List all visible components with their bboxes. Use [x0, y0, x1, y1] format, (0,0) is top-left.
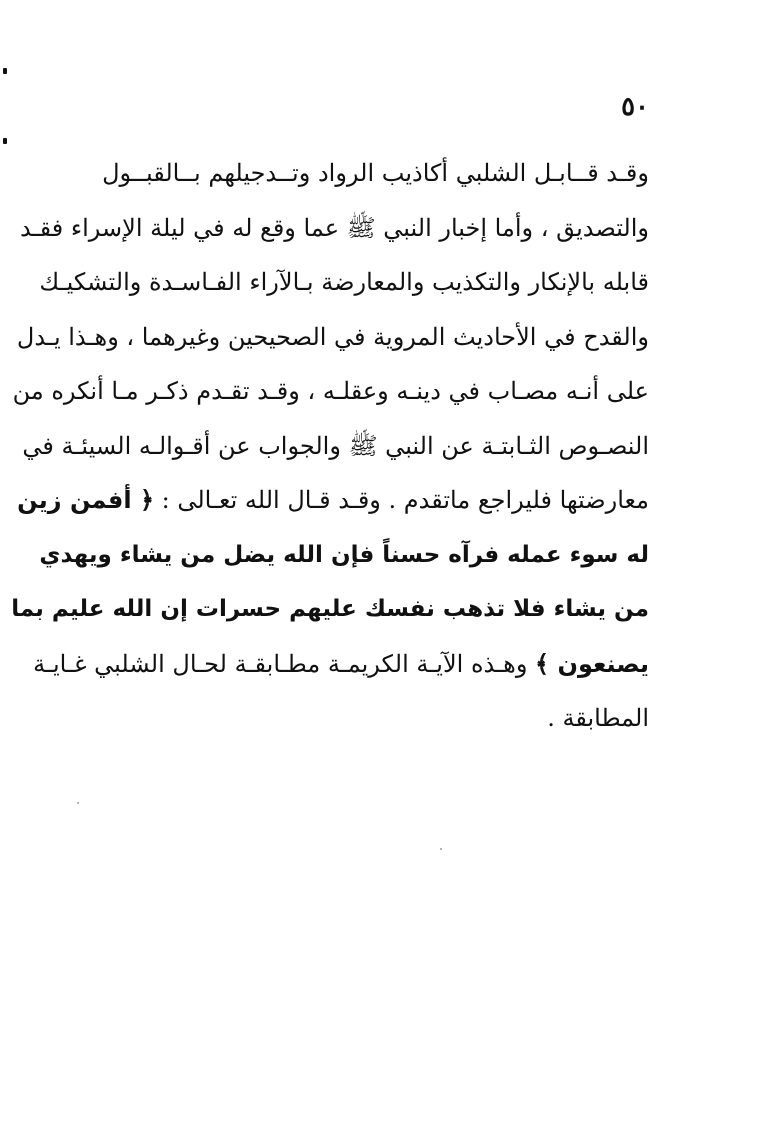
- text-line: والتصديق ، وأما إخبار النبي ﷺ عما وقع له في ليلة الإسراء فقـد: [19, 213, 649, 242]
- text-segment: معارضتها فليراجع ماتقدم . وقـد قـال الله تعـالى :: [154, 486, 649, 514]
- text-line: على أنـه مصـاب في دينـه وعقلـه ، وقـد تقـدم ذكـر مـا أنكره من: [12, 377, 649, 405]
- page-number: ٥٠: [621, 92, 649, 122]
- text-line: [17, 473, 649, 528]
- text-line: المطابقة .: [547, 704, 649, 732]
- text-segment: وهـذه الآيـة الكريمـة مطـابقـة لحـال الشلبي غـايـة: [33, 649, 536, 678]
- text-line: [33, 637, 649, 692]
- body-paragraph: [11, 146, 649, 746]
- text-line: النصـوص الثـابتـة عن النبي ﷺ والجواب عن أقـوالـه السيئـة في: [22, 431, 649, 460]
- text-line: قابله بالإنكار والتكذيب والمعارضة بـالآراء الفـاسـدة والتشكيـك: [39, 268, 649, 296]
- text-line: وقـد قــابـل الشلبي أكاذيب الرواد وتــدجيلهم بــالقبــول: [102, 159, 649, 187]
- margin-mark: [3, 138, 7, 144]
- margin-mark: [3, 68, 7, 74]
- text-line: والقدح في الأحاديث المروية في الصحيحين وغيرهما ، وهـذا يـدل: [16, 322, 649, 351]
- quran-quote-line: له سوء عمله فرآه حسناً فإن الله يضل من يشاء ويهدي: [39, 541, 649, 568]
- quran-quote-start: ﴿ أفمن زين: [17, 486, 154, 514]
- scan-speck: [440, 848, 442, 850]
- quran-quote-end: يصنعون ﴾: [535, 649, 649, 678]
- quran-quote-line: من يشاء فلا تذهب نفسك عليهم حسرات إن الله عليم بما: [11, 596, 649, 622]
- scan-speck: [77, 802, 79, 804]
